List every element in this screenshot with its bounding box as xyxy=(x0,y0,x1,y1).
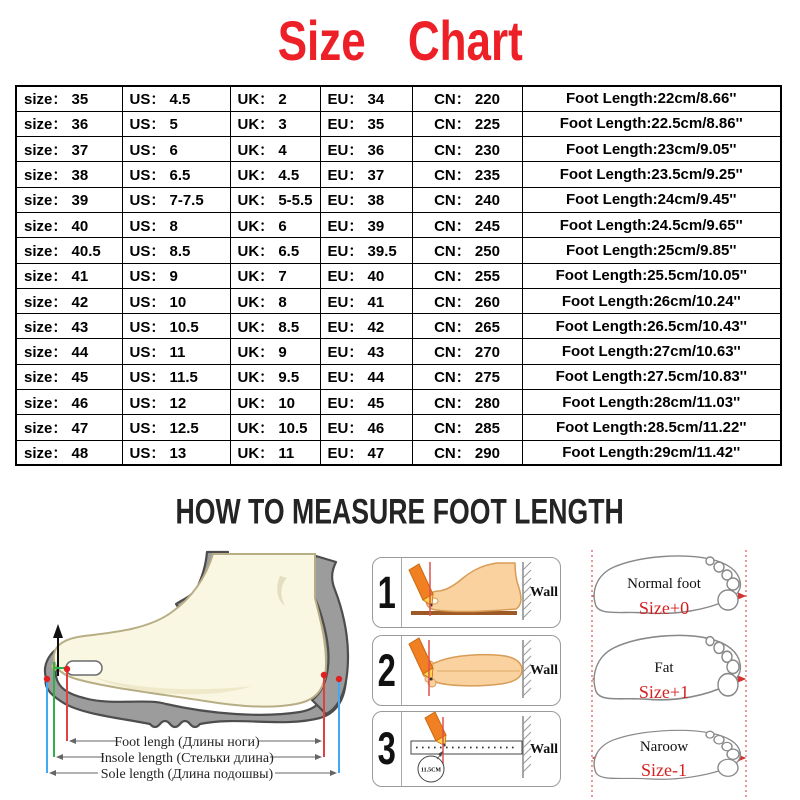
cell-foot-length: Foot Length:26.5cm/10.43'' xyxy=(522,314,781,339)
wall-label: Wall xyxy=(530,585,559,600)
foot-top-view xyxy=(427,655,522,686)
foot-length-label: Foot lengh (Длины ноги) xyxy=(114,735,260,750)
cell-us: US： 10 xyxy=(122,288,230,313)
step-3-illustration xyxy=(403,712,559,785)
table-row xyxy=(16,314,781,339)
title-wrap xyxy=(0,9,800,73)
foot-side-view xyxy=(426,563,520,612)
cell-cn: CN： 285 xyxy=(412,415,522,440)
page-title: Size Chart xyxy=(277,9,523,73)
cell-cn: CN： 225 xyxy=(412,111,522,136)
cell-us: US： 10.5 xyxy=(122,314,230,339)
cell-uk: UK： 10.5 xyxy=(230,415,320,440)
cell-uk: UK： 7 xyxy=(230,263,320,288)
foot-type-name: Naroow xyxy=(639,739,689,755)
table-row xyxy=(16,440,781,465)
foot-type-size: Size+0 xyxy=(638,598,690,618)
cell-us: US： 13 xyxy=(122,440,230,465)
cell-us: US： 12 xyxy=(122,390,230,415)
table-row xyxy=(16,238,781,263)
cell-size: size： 39 xyxy=(16,187,122,212)
table-row xyxy=(16,212,781,237)
wall-label: Wall xyxy=(530,742,559,757)
cell-eu: EU： 38 xyxy=(320,187,412,212)
cell-us: US： 11.5 xyxy=(122,364,230,389)
cell-eu: EU： 35 xyxy=(320,111,412,136)
measure-step-1 xyxy=(372,557,561,628)
cell-eu: EU： 42 xyxy=(320,314,412,339)
cell-size: size： 36 xyxy=(16,111,122,136)
cell-cn: CN： 290 xyxy=(412,440,522,465)
cell-uk: UK： 11 xyxy=(230,440,320,465)
cell-cn: CN： 265 xyxy=(412,314,522,339)
step-3-number: 3 xyxy=(373,712,402,786)
size-chart-table xyxy=(15,85,782,466)
cell-foot-length: Foot Length:29cm/11.42'' xyxy=(522,440,781,465)
cell-size: size： 40.5 xyxy=(16,238,122,263)
table-row xyxy=(16,111,781,136)
cell-uk: UK： 4.5 xyxy=(230,162,320,187)
foot-type-fat xyxy=(593,635,745,702)
measure-step-2 xyxy=(372,635,561,706)
sole-length-label: Sole length (Длина подошвы) xyxy=(100,767,274,782)
cell-us: US： 9 xyxy=(122,263,230,288)
measurement-labels xyxy=(50,735,336,782)
foot-type-size: Size-1 xyxy=(641,760,687,780)
cell-cn: CN： 220 xyxy=(412,86,522,111)
ruler-icon xyxy=(411,741,522,754)
cell-foot-length: Foot Length:25cm/9.85'' xyxy=(522,238,781,263)
cell-us: US： 12.5 xyxy=(122,415,230,440)
cell-foot-length: Foot Length:27cm/10.63'' xyxy=(522,339,781,364)
wall-label: Wall xyxy=(530,663,559,678)
cell-foot-length: Foot Length:24cm/9.45'' xyxy=(522,187,781,212)
cell-foot-length: Foot Length:22.5cm/8.86'' xyxy=(522,111,781,136)
cell-size: size： 46 xyxy=(16,390,122,415)
cell-us: US： 8.5 xyxy=(122,238,230,263)
cell-us: US： 7-7.5 xyxy=(122,187,230,212)
cell-uk: UK： 5-5.5 xyxy=(230,187,320,212)
cell-uk: UK： 6.5 xyxy=(230,238,320,263)
cell-size: size： 38 xyxy=(16,162,122,187)
measure-heading-wrap xyxy=(0,491,800,532)
cell-eu: EU： 45 xyxy=(320,390,412,415)
foot-type-name: Fat xyxy=(654,660,674,676)
cell-eu: EU： 39.5 xyxy=(320,238,412,263)
cell-cn: CN： 275 xyxy=(412,364,522,389)
foot-type-narrow xyxy=(593,730,745,780)
cell-us: US： 6 xyxy=(122,137,230,162)
cell-uk: UK： 9.5 xyxy=(230,364,320,389)
table-row xyxy=(16,137,781,162)
measure-heading: HOW TO MEASURE FOOT LENGTH xyxy=(175,491,625,532)
cell-eu: EU： 34 xyxy=(320,86,412,111)
cell-eu: EU： 46 xyxy=(320,415,412,440)
cell-eu: EU： 44 xyxy=(320,364,412,389)
cell-size: size： 40 xyxy=(16,212,122,237)
cell-uk: UK： 6 xyxy=(230,212,320,237)
cell-us: US： 11 xyxy=(122,339,230,364)
foot-types-diagram xyxy=(588,550,800,798)
cell-size: size： 42 xyxy=(16,288,122,313)
table-row xyxy=(16,390,781,415)
cell-cn: CN： 270 xyxy=(412,339,522,364)
table-row xyxy=(16,364,781,389)
step-2-number: 2 xyxy=(373,636,402,705)
cell-cn: CN： 250 xyxy=(412,238,522,263)
cell-foot-length: Foot Length:23.5cm/9.25'' xyxy=(522,162,781,187)
cell-uk: UK： 4 xyxy=(230,137,320,162)
ruler-mark-label: 11.5CM xyxy=(420,767,442,774)
cell-eu: EU： 36 xyxy=(320,137,412,162)
cell-size: size： 44 xyxy=(16,339,122,364)
table-row xyxy=(16,86,781,111)
cell-eu: EU： 40 xyxy=(320,263,412,288)
cell-foot-length: Foot Length:23cm/9.05'' xyxy=(522,137,781,162)
table-row xyxy=(16,162,781,187)
table-row xyxy=(16,187,781,212)
cell-foot-length: Foot Length:28cm/11.03'' xyxy=(522,390,781,415)
cell-us: US： 6.5 xyxy=(122,162,230,187)
table-row xyxy=(16,415,781,440)
cell-cn: CN： 280 xyxy=(412,390,522,415)
cell-size: size： 48 xyxy=(16,440,122,465)
measure-step-3 xyxy=(372,711,561,787)
cell-uk: UK： 8 xyxy=(230,288,320,313)
cell-size: size： 37 xyxy=(16,137,122,162)
cell-foot-length: Foot Length:28.5cm/11.22'' xyxy=(522,415,781,440)
cell-foot-length: Foot Length:27.5cm/10.83'' xyxy=(522,364,781,389)
cell-size: size： 43 xyxy=(16,314,122,339)
cell-foot-length: Foot Length:25.5cm/10.05'' xyxy=(522,263,781,288)
cell-us: US： 5 xyxy=(122,111,230,136)
foot-shape xyxy=(54,554,326,707)
cell-size: size： 45 xyxy=(16,364,122,389)
table-row xyxy=(16,288,781,313)
cell-cn: CN： 260 xyxy=(412,288,522,313)
cell-cn: CN： 245 xyxy=(412,212,522,237)
foot-type-normal xyxy=(593,556,745,618)
foot-type-name: Normal foot xyxy=(627,576,701,592)
cell-eu: EU： 43 xyxy=(320,339,412,364)
cell-eu: EU： 47 xyxy=(320,440,412,465)
cell-cn: CN： 230 xyxy=(412,137,522,162)
cell-us: US： 8 xyxy=(122,212,230,237)
cell-size: size： 47 xyxy=(16,415,122,440)
cell-cn: CN： 255 xyxy=(412,263,522,288)
cell-size: size： 35 xyxy=(16,86,122,111)
cell-cn: CN： 240 xyxy=(412,187,522,212)
foot-type-size: Size+1 xyxy=(638,682,690,702)
cell-foot-length: Foot Length:26cm/10.24'' xyxy=(522,288,781,313)
cell-cn: CN： 235 xyxy=(412,162,522,187)
cell-us: US： 4.5 xyxy=(122,86,230,111)
step-1-number: 1 xyxy=(373,558,402,627)
cell-eu: EU： 39 xyxy=(320,212,412,237)
cell-uk: UK： 8.5 xyxy=(230,314,320,339)
cell-foot-length: Foot Length:24.5cm/9.65'' xyxy=(522,212,781,237)
step-2-illustration xyxy=(403,636,559,704)
measure-callout xyxy=(418,751,444,782)
cell-eu: EU： 37 xyxy=(320,162,412,187)
insole-length-label: Insole length (Стельки длина) xyxy=(100,751,274,766)
table-row xyxy=(16,263,781,288)
cell-foot-length: Foot Length:22cm/8.66'' xyxy=(522,86,781,111)
big-toe-shape xyxy=(66,661,102,675)
table-row xyxy=(16,339,781,364)
cell-uk: UK： 9 xyxy=(230,339,320,364)
shoe-length-diagram xyxy=(0,548,370,800)
cell-size: size： 41 xyxy=(16,263,122,288)
cell-uk: UK： 2 xyxy=(230,86,320,111)
cell-uk: UK： 3 xyxy=(230,111,320,136)
cell-eu: EU： 41 xyxy=(320,288,412,313)
step-1-illustration xyxy=(403,558,559,626)
cell-uk: UK： 10 xyxy=(230,390,320,415)
